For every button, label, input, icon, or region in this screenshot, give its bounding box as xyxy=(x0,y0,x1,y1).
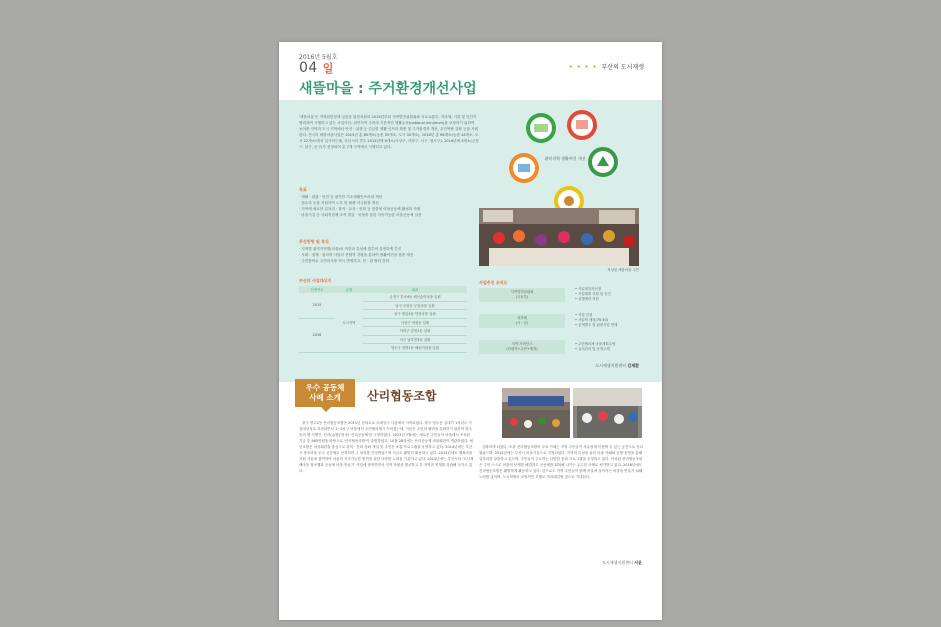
org-sign-name: 김재환 xyxy=(627,363,639,368)
org-box-line: (시 · 군) xyxy=(515,320,529,325)
org-box-top xyxy=(479,288,565,302)
coop-signature xyxy=(602,560,642,566)
photo-caption: 작성된 새뜰마을 주민 xyxy=(607,268,639,272)
org-notes-middle xyxy=(575,313,617,328)
org-box-line: 지자체 xyxy=(517,316,527,320)
badge-line2: 사례 소개 xyxy=(309,393,341,402)
org-notes-top xyxy=(575,287,611,302)
col-type: 유형 xyxy=(335,286,363,293)
org-note: • 사업 신청 xyxy=(575,313,593,317)
cell-type: 도시지역 xyxy=(335,293,363,352)
cell-location: 금정구 부곡4동 체인숲이마을 일원 xyxy=(363,293,467,301)
festival-photo xyxy=(573,388,642,438)
circle-diagram xyxy=(509,110,619,218)
org-box-bottom xyxy=(479,340,565,354)
col-year: 선정연도 xyxy=(299,286,335,293)
people-icon xyxy=(576,120,588,129)
dots-icon: • • • • xyxy=(568,64,598,71)
magazine-page xyxy=(279,42,662,620)
org-note: • 사업비 매칭(70:30) xyxy=(575,318,608,322)
plan-list xyxy=(299,246,479,264)
group-icon xyxy=(564,196,574,206)
coop-sign-label: 도시재생지원센터 xyxy=(602,560,633,565)
diagram-center-label: 취약지역 생활여건 개선 xyxy=(544,156,586,161)
org-box-line: (국토부) xyxy=(515,294,529,299)
org-note: • 공개발주 및 관련사업 연계 xyxy=(575,323,618,327)
article-title: 새뜰마을 : 주거환경개선사업 xyxy=(299,81,477,97)
goal-item: · 마을기업 등 사회적경제 조직 발굴 · 육성을 통한 지속가능한 마을공동체 실현 xyxy=(299,213,422,217)
org-notes-bottom xyxy=(575,342,615,352)
org-box-middle xyxy=(479,314,565,328)
issue-number-value: 04 xyxy=(299,60,318,76)
goal-item: · 지역에 필요한 일자리 · 복지 · 교육 · 문화 등 맞춤형 마을공동체 활성화 지원 xyxy=(299,207,421,211)
issue-number xyxy=(299,60,334,76)
org-box-line: 지역발전위원회 xyxy=(510,290,534,294)
cell-location: 동구 범일4동 안창마을 일원 xyxy=(363,310,467,319)
house-icon xyxy=(534,124,548,132)
table-row xyxy=(299,293,467,301)
plan-item: · 주민참여로 주민의사를 적극 반영하고, 민 · 관 협력 강화 xyxy=(299,259,390,263)
org-note: • 유지관리 및 운영주체 xyxy=(575,347,610,351)
intro-text: '새뜰마을'은 지역희망정책 실천을 위한차원의 2015년부터 지역발전위원회와 국토교통부, 지자체, 기업 및 민간이 협력하여 시행하고 있는 사업이다. 취약지역 주민의 기본적인 생활수준(national minimum)을 보장하기 위하여 농어촌 지역과 도시 지역에서 안전 · 위생 등 긴급한 생활 인프라 확충 및 주거환경의 개선, 주민역량 강화 등을 지원한다. 전국의 새뜰마을사업은 2015년 총 85개소(농촌 55개소, 도시 30개소), 2016년 총 66개소(농촌 44개소, 도시 22개소)에서 실시하는데, 부산시의 경우 2015년에 6개소(사상구, 사하구, 서구, 영도구), 2016년에 3개소(금정구, 남구, 동구)가 선정되어 총 7개 구역에서 시행되고 있다. xyxy=(299,115,479,149)
coop-body-left: 중구 영주2동 산리협동조합은 2011년 산복도로 르네상스 사업에서 시작되었다. 중구 영주동 일대가 1차년도 사업대상지로 지정되면서 1~3차구 마을에서 주민협의체가 꾸려졌는데, 이들은 주민의 협력을 강화하기 위하여 영주동의 옛 지명인 '산리(山里)'를 딴 '산리공동체'를 구성하였다. 2013년 7월에는 새로운 주민들이 마을에서 조성된 기금 총 965만원을 바탕으로 '산리협동조합'이 출범하였고, 10월 28일에는 산리공동체 마을회관이 개관하였다. 협동조합은 마을회관을 중심으로 취미 · 문화 강좌 개설 및 주민간 소통 프로그램을 운영하고 있다. 2014년에는 부산시 창조마을 우수 공동체로 선정되어 그 성과를 인정받았으며 지금도 활발히 활동하고 있다. 2015년에도 행복마을 지원 사업에 참여하여 마을의 지속가능한 발전을 위한 다양한 노력을 기울이고 있다. 2014년에는 부산시의 '도시재생마을 창조행복 공동체 마을 만들기' 사업에 참여하면서 지역 자원을 발굴하고 각 지역과 연계를 강화해 나가고 있다. xyxy=(299,421,474,473)
goals-list xyxy=(299,194,479,218)
section-tag xyxy=(569,62,644,71)
plan-item: · 지역별 취약지역별(마을)의 여건과 특성에 맞추어 유연하게 추진 xyxy=(299,247,402,251)
org-box-line: (민관거+주민+행정) xyxy=(506,346,538,351)
plan-item: · 사회 · 경제 · 물리적 사업의 종합적 지원을 통하여 생활여건을 집중 개선 xyxy=(299,253,414,257)
badge-line1: 우수 공동체 xyxy=(305,383,345,392)
coop-body-right: 강화하게 되었다. 또한 산리협동조합의 무료 카페는 지역 주민들이 자유롭게 이용할 수 있는 공간으로 자리잡았으며, 2015년에는 부산시 마을기업으로 지정되었다. 지역의 특성을 살린 마을 카페와 공방 운영을 통해 일자리를 창출하고 있으며, 주민들이 주도하는 다양한 문화 프로그램을 운영하고 있다. 이처럼 산리협동조합은 주민 스스로 마을의 문제를 해결하고 공동체를 회복해 나가는 우수한 사례로 평가받고 있다. 2016년에도 산리협동조합은 활발하게 활동하고 있다. 앞으로도 지역 주민들이 함께 어울려 살아가는 마을을 만들기 위해 노력할 것이며, 도시재생의 모범적인 모델로 자리매김할 것으로 기대된다. xyxy=(479,445,643,479)
org-note: • 사업계획 지원 및 승인 xyxy=(575,292,611,296)
coop-title: 산리협동조합 xyxy=(367,389,437,403)
issue-date: 2016년 5월호 xyxy=(299,54,338,61)
org-box-line: 지역 거버넌스 xyxy=(511,342,533,346)
goal-item: · 집수리 등을 지원하여 노후 및 불량 거주환경 개선 xyxy=(299,201,379,205)
cell-location: 영도구 청학1동 해돋이마을 일원 xyxy=(363,344,467,353)
sites-table xyxy=(299,286,467,353)
org-heading: 사업추진 조직도 xyxy=(479,280,508,285)
cell-location: 사하구 감천2동 일원 xyxy=(363,327,467,336)
coop-badge xyxy=(295,379,355,407)
org-sign-label: 도시재생지원센터 xyxy=(595,363,627,368)
issue-mark: 일 xyxy=(322,62,334,75)
cell-location: 서구 남부민3동 일원 xyxy=(363,335,467,344)
col-location: 위치 xyxy=(363,286,467,293)
street-photo xyxy=(502,388,570,438)
cell-year: 2016 xyxy=(299,318,335,352)
org-note: • 실행예산 지원 xyxy=(575,297,599,301)
cell-location: 사상구 학장동 일원 xyxy=(363,318,467,327)
table-heading: 부산의 사업대상지 xyxy=(299,278,332,283)
plan-heading: 추진방향 및 특징 xyxy=(299,239,329,244)
cell-year: 2015 xyxy=(299,293,335,318)
org-note: • 사업대상지선정 xyxy=(575,287,602,291)
table-row xyxy=(299,318,467,327)
tool-icon xyxy=(518,164,530,172)
section-label: 부산의 도시재생 xyxy=(601,64,644,71)
cell-location: 남구 우암동 우암마을 일원 xyxy=(363,301,467,310)
org-note: • 주민협의체 마을계획수립 xyxy=(575,342,616,346)
org-signature xyxy=(595,363,639,369)
coop-sign-name: 서윤 xyxy=(634,560,642,565)
goal-item: · 재해 · 위험 · 안전 등 취약한 기초생활인프라의 개선 xyxy=(299,195,383,199)
goals-heading: 목표 xyxy=(299,187,307,192)
meeting-photo xyxy=(479,208,639,266)
